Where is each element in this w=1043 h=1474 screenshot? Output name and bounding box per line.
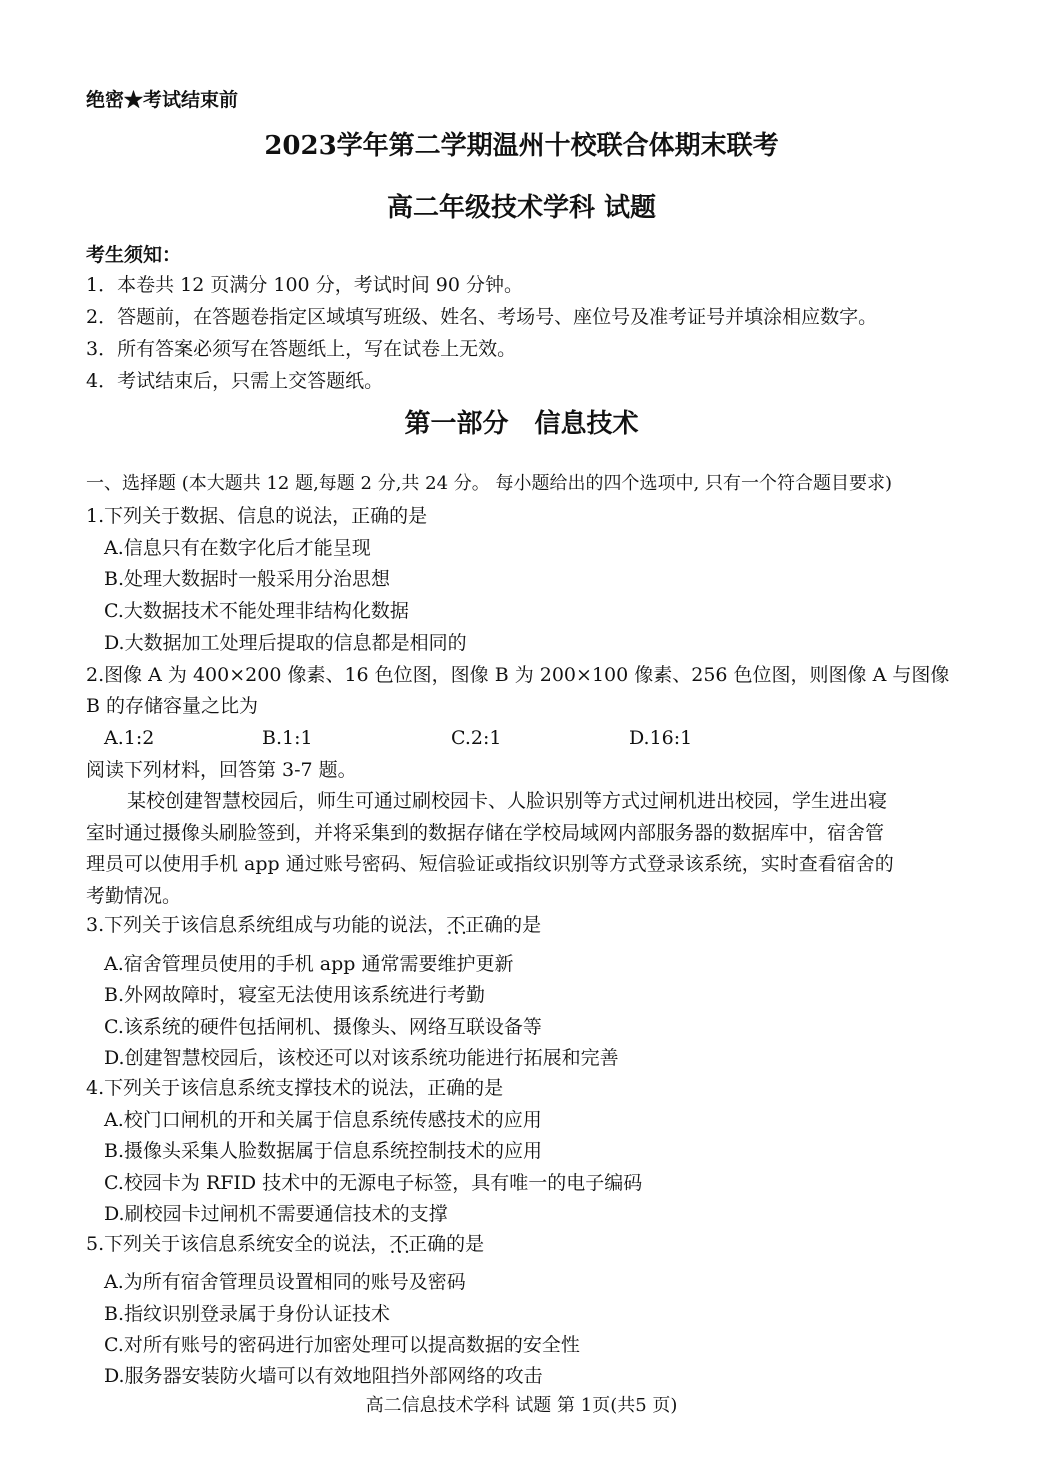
option-2b: B.1:1: [262, 727, 313, 749]
notice-heading: 考生须知：: [86, 244, 182, 266]
option-1d: D.大数据加工处理后提取的信息都是相同的: [104, 632, 467, 654]
notice-item: 3．所有答案必须写在答题纸上，写在试卷上无效。: [86, 338, 517, 360]
option-1a: A.信息只有在数字化后才能呈现: [104, 537, 371, 559]
option-2d: D.16:1: [629, 727, 693, 749]
question-stem-2: 2.图像 A 为 400×200 像素、16 色位图，图像 B 为 200×100 像素、256 色位图，则图像 A 与图像: [86, 664, 950, 686]
section-heading: 第一部分 信息技术: [404, 409, 639, 439]
material-line: 室时通过摄像头刷脸签到，并将采集到的数据存储在学校局域网内部服务器的数据库中，宿舍管: [86, 822, 885, 844]
question-stem-3: [86, 913, 541, 937]
option-2a: A.1:2: [104, 727, 155, 749]
option-3c: C.该系统的硬件包括闸机、摄像头、网络互联设备等: [104, 1016, 542, 1038]
notice-item: 2．答题前，在答题卷指定区域填写班级、姓名、考场号、座位号及准考证号并填涂相应数字。: [86, 306, 878, 328]
option-3b: B.外网故障时，寝室无法使用该系统进行考勤: [104, 984, 486, 1006]
exam-subtitle: 高二年级技术学科 试题: [386, 193, 657, 223]
option-5c: C.对所有账号的密码进行加密处理可以提高数据的安全性: [104, 1334, 580, 1356]
stem-text: 3.下列关于该信息系统组成与功能的说法，: [86, 914, 447, 936]
option-5a: A.为所有宿舍管理员设置相同的账号及密码: [104, 1271, 466, 1293]
option-4d: D.刷校园卡过闸机不需要通信技术的支撑: [104, 1203, 448, 1225]
question-stem-1: 1.下列关于数据、信息的说法，正确的是: [86, 505, 428, 527]
option-1b: B.处理大数据时一般采用分治思想: [104, 568, 391, 590]
option-5d: D.服务器安装防火墙可以有效地阻挡外部网络的攻击: [104, 1365, 543, 1387]
emphasized-word: 不正确 • • •: [389, 1232, 446, 1256]
option-3d: D.创建智慧校园后，该校还可以对该系统功能进行拓展和完善: [104, 1047, 619, 1069]
material-intro: 阅读下列材料，回答第 3-7 题。: [86, 759, 357, 781]
stem-text: 的是: [446, 1233, 485, 1255]
option-3a: A.宿舍管理员使用的手机 app 通常需要维护更新: [104, 953, 514, 975]
option-4b: B.摄像头采集人脸数据属于信息系统控制技术的应用: [104, 1140, 543, 1162]
question-stem-2-cont: B 的存储容量之比为: [86, 695, 259, 717]
option-5b: B.指纹识别登录属于身份认证技术: [104, 1303, 391, 1325]
part-intro: 一、选择题 (本大题共 12 题,每题 2 分,共 24 分。 每小题给出的四个选项中, 只有一个符合题目要求): [86, 473, 892, 494]
exam-title: 2023学年第二学期温州十校联合体期末联考: [264, 131, 779, 161]
stem-text: 的是: [503, 914, 542, 936]
emphasized-word: 不正确 • • •: [446, 913, 503, 937]
question-stem-4: 4.下列关于该信息系统支撑技术的说法，正确的是: [86, 1077, 504, 1099]
option-4a: A.校门口闸机的开和关属于信息系统传感技术的应用: [104, 1109, 542, 1131]
option-2c: C.2:1: [451, 727, 502, 749]
question-stem-5: [86, 1232, 484, 1256]
stem-text: 5.下列关于该信息系统安全的说法，: [86, 1233, 390, 1255]
secret-label: 绝密★考试结束前: [86, 89, 239, 111]
material-line: 考勤情况。: [86, 885, 182, 907]
option-4c: C.校园卡为 RFID 技术中的无源电子标签，具有唯一的电子编码: [104, 1172, 643, 1194]
option-1c: C.大数据技术不能处理非结构化数据: [104, 600, 409, 622]
option-row-2: [0, 726, 1043, 750]
material-line: 某校创建智慧校园后，师生可通过刷校园卡、人脸识别等方式过闸机进出校园，学生进出寝: [127, 790, 888, 812]
page-footer: 高二信息技术学科 试题 第 1页(共5 页): [365, 1395, 678, 1416]
material-line: 理员可以使用手机 app 通过账号密码、短信验证或指纹识别等方式登录该系统，实时查看宿舍的: [86, 853, 894, 875]
notice-item: 1．本卷共 12 页满分 100 分，考试时间 90 分钟。: [86, 274, 523, 296]
notice-item: 4．考试结束后，只需上交答题纸。: [86, 370, 384, 392]
